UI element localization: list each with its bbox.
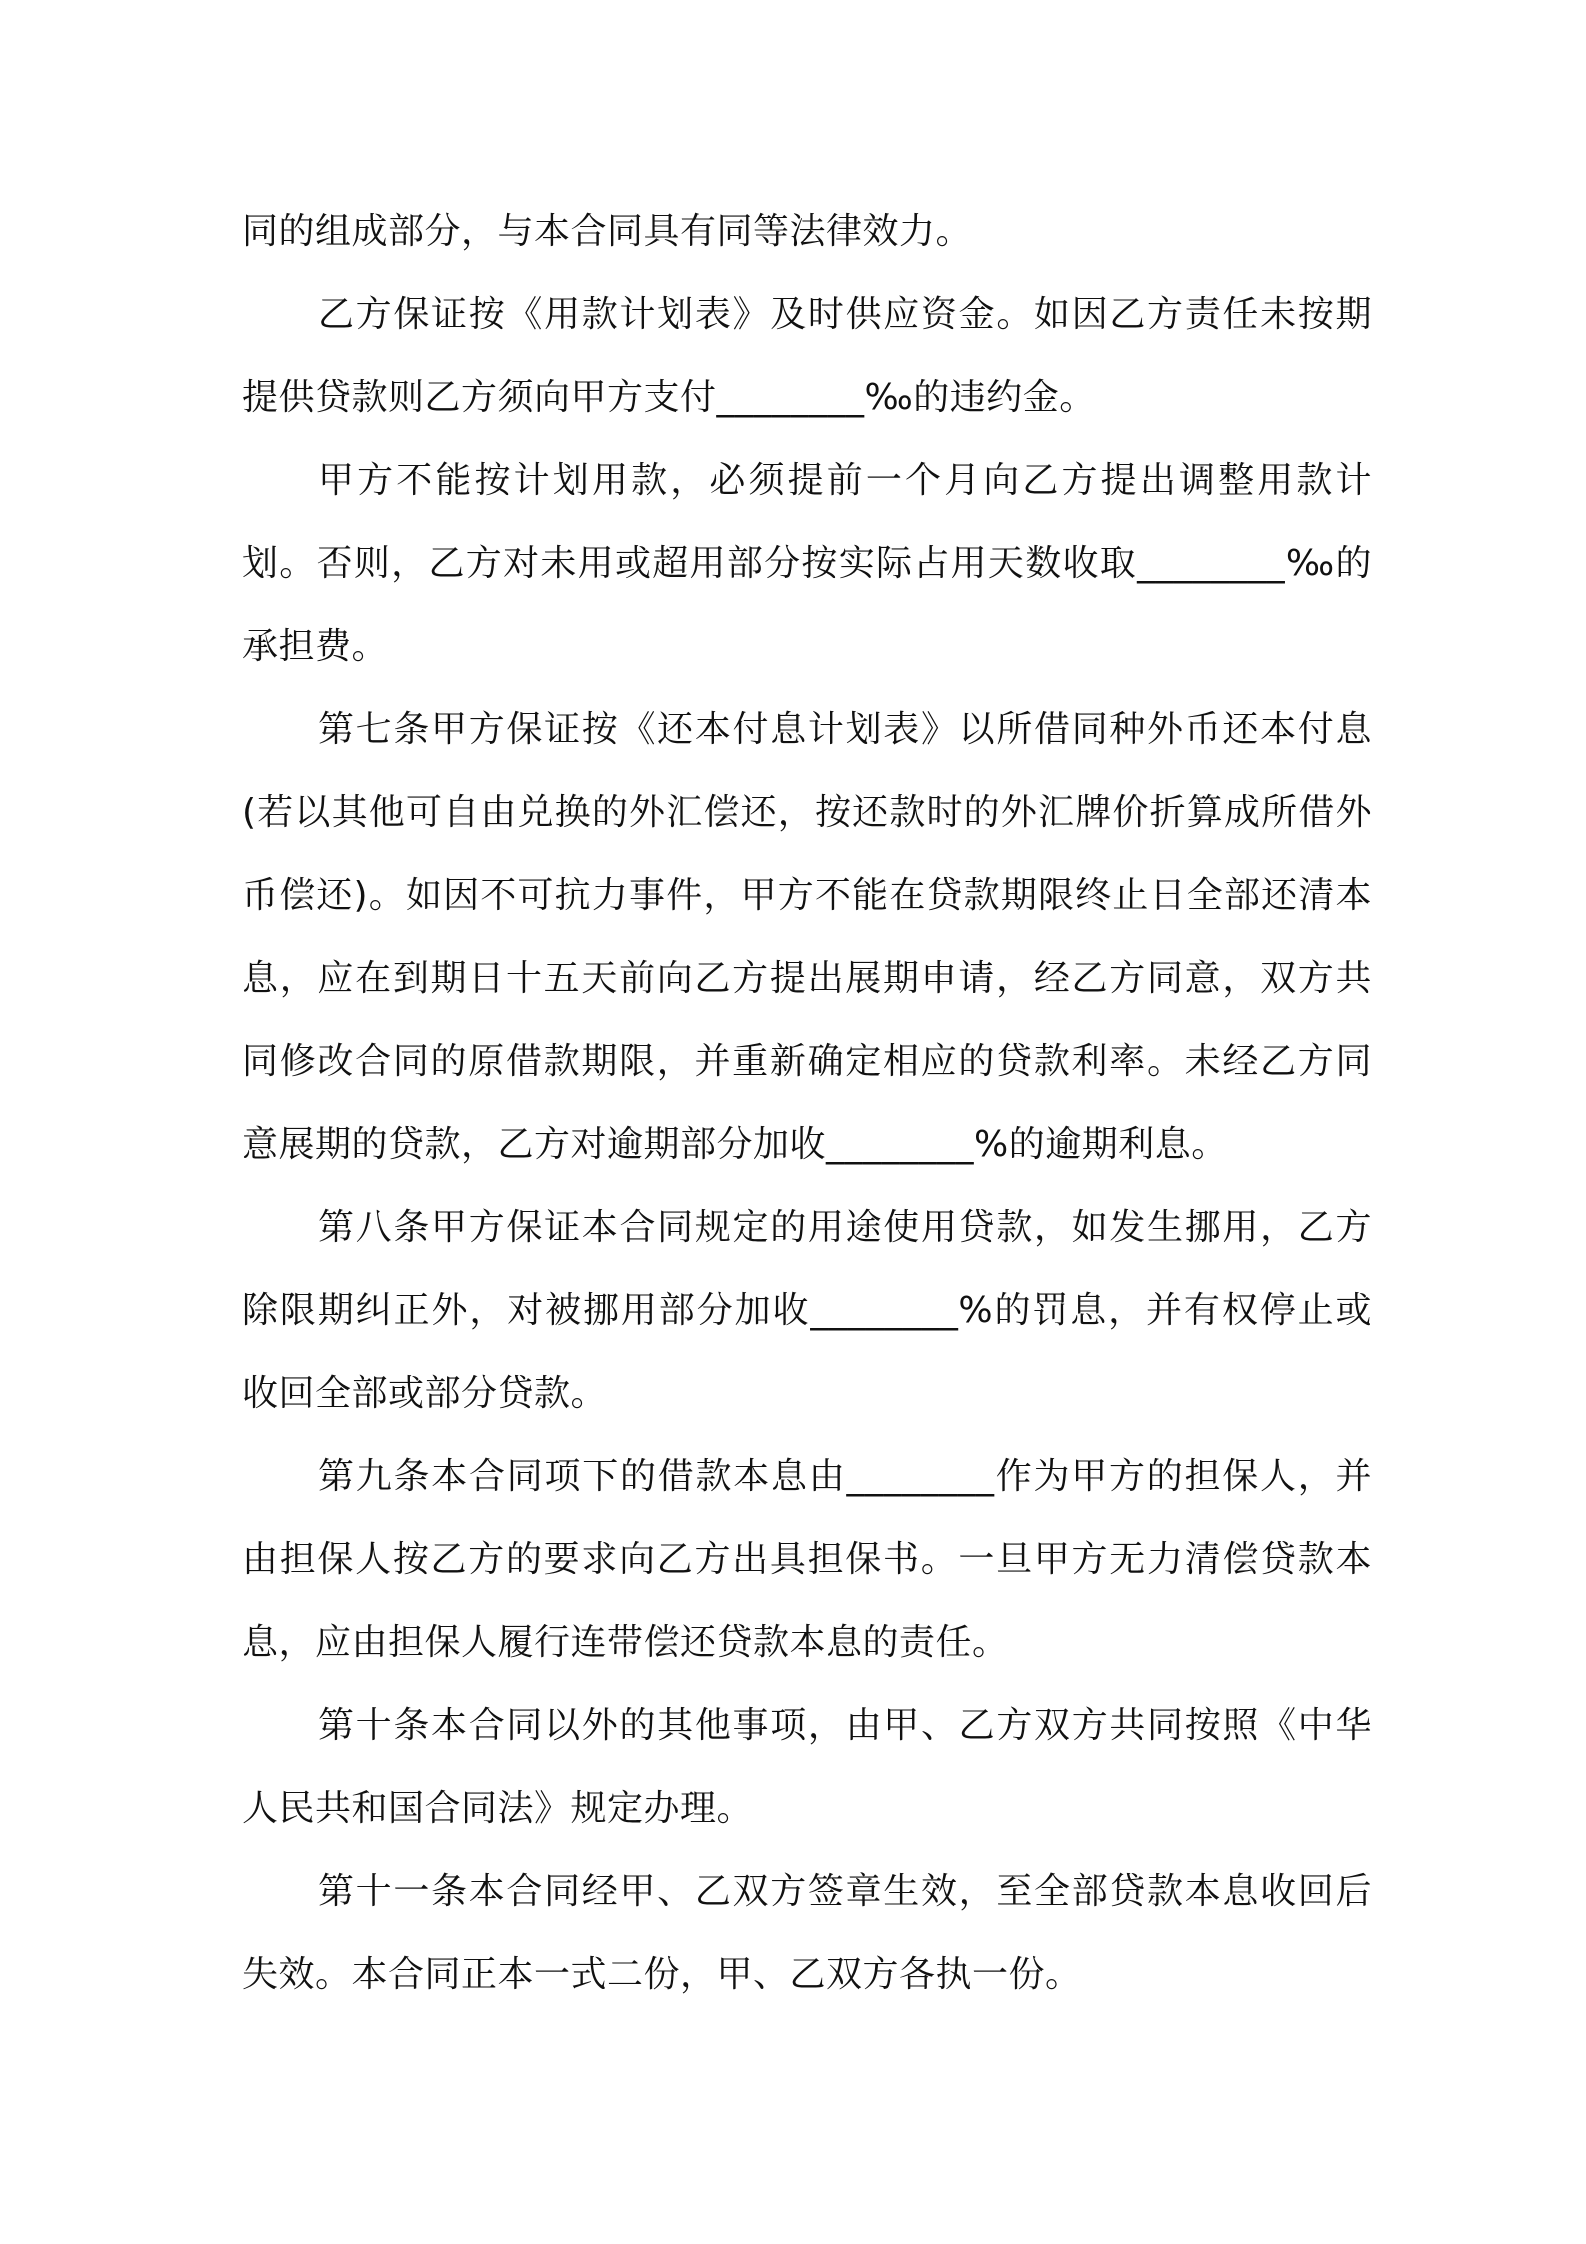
document-body	[242, 190, 1372, 2016]
paragraph-usage-plan: 甲方不能按计划用款，必须提前一个月向乙方提出调整用款计划。否则，乙方对未用或超用部分按实际占用天数收取________‰的承担费。	[242, 460, 1372, 667]
paragraph-article-8: 第八条甲方保证本合同规定的用途使用贷款，如发生挪用，乙方除限期纠正外，对被挪用部分加收________%的罚息，并有权停止或收回全部或部分贷款。	[242, 1207, 1372, 1414]
paragraph-continuation: 同的组成部分，与本合同具有同等法律效力。	[242, 211, 973, 252]
paragraph-fund-supply: 乙方保证按《用款计划表》及时供应资金。如因乙方责任未按期提供贷款则乙方须向甲方支付________‰的违约金。	[242, 294, 1372, 418]
paragraph-article-7: 第七条甲方保证按《还本付息计划表》以所借同种外币还本付息(若以其他可自由兑换的外汇偿还，按还款时的外汇牌价折算成所借外币偿还)。如因不可抗力事件，甲方不能在贷款期限终止日全部还清本息，应在到期日十五天前向乙方提出展期申请，经乙方同意，双方共同修改合同的原借款期限，并重新确定相应的贷款利率。未经乙方同意展期的贷款，乙方对逾期部分加收________%的逾期利息。	[242, 709, 1372, 1165]
paragraph-article-10: 第十条本合同以外的其他事项，由甲、乙方双方共同按照《中华人民共和国合同法》规定办理。	[242, 1705, 1372, 1829]
paragraph-article-9: 第九条本合同项下的借款本息由________作为甲方的担保人，并由担保人按乙方的要求向乙方出具担保书。一旦甲方无力清偿贷款本息，应由担保人履行连带偿还贷款本息的责任。	[242, 1456, 1372, 1663]
paragraph-article-11: 第十一条本合同经甲、乙双方签章生效，至全部贷款本息收回后失效。本合同正本一式二份，甲、乙双方各执一份。	[242, 1871, 1372, 1995]
